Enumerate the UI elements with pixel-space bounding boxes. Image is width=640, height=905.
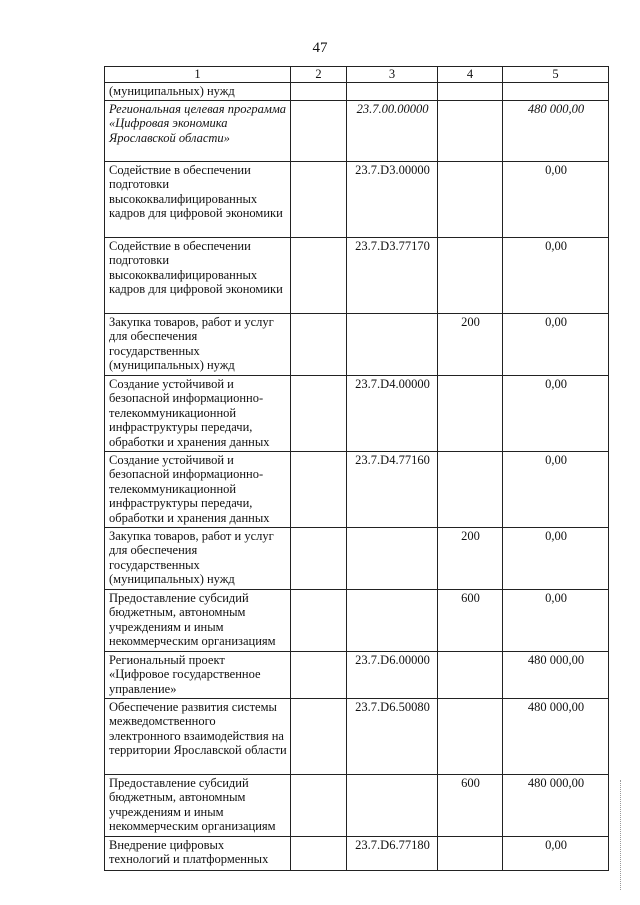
row-amount-cell: 0,00 <box>503 527 609 589</box>
table-row <box>105 527 609 589</box>
row-code-cell <box>347 313 438 375</box>
row-vr-cell <box>438 375 503 451</box>
table-row <box>105 774 609 836</box>
row-vr-cell <box>438 698 503 774</box>
row-col2-cell <box>291 698 347 774</box>
column-header: 5 <box>503 67 609 83</box>
table-row <box>105 589 609 651</box>
table-row <box>105 313 609 375</box>
row-col2-cell <box>291 161 347 237</box>
row-col2-cell <box>291 237 347 313</box>
row-name-cell: Создание устойчивой и безопасной информационно-телекоммуникационной инфраструктуры передачи, обработки и хранения данных <box>105 451 291 527</box>
row-code-cell: 23.7.00.00000 <box>347 100 438 161</box>
page-number: 47 <box>312 40 328 56</box>
table-row <box>105 375 609 451</box>
row-col2-cell <box>291 375 347 451</box>
row-name-cell: Закупка товаров, работ и услуг для обеспечения государственных (муниципальных) нужд <box>105 527 291 589</box>
row-vr-cell <box>438 237 503 313</box>
row-amount-cell: 480 000,00 <box>503 100 609 161</box>
row-amount-cell: 0,00 <box>503 589 609 651</box>
row-name-cell: Региональный проект «Цифровое государственное управление» <box>105 651 291 698</box>
row-code-cell <box>347 527 438 589</box>
row-vr-cell <box>438 836 503 870</box>
row-amount-cell: 0,00 <box>503 237 609 313</box>
row-name-cell: Предоставление субсидий бюджетным, автономным учреждениям и иным некоммерческим организациям <box>105 774 291 836</box>
row-amount-cell: 0,00 <box>503 161 609 237</box>
table-row <box>105 161 609 237</box>
row-col2-cell <box>291 651 347 698</box>
row-code-cell: 23.7.D4.00000 <box>347 375 438 451</box>
row-amount-cell: 480 000,00 <box>503 651 609 698</box>
table-row <box>105 83 609 101</box>
row-code-cell: 23.7.D6.00000 <box>347 651 438 698</box>
row-amount-cell <box>503 83 609 101</box>
row-col2-cell <box>291 527 347 589</box>
row-col2-cell <box>291 313 347 375</box>
row-code-cell: 23.7.D6.77180 <box>347 836 438 870</box>
row-code-cell <box>347 774 438 836</box>
row-name-cell: Региональная целевая программа «Цифровая экономика Ярославской области» <box>105 100 291 161</box>
row-amount-cell: 480 000,00 <box>503 698 609 774</box>
row-vr-cell <box>438 83 503 101</box>
row-code-cell <box>347 83 438 101</box>
table-row <box>105 237 609 313</box>
row-name-cell: Предоставление субсидий бюджетным, автономным учреждениям и иным некоммерческим организациям <box>105 589 291 651</box>
row-code-cell: 23.7.D3.00000 <box>347 161 438 237</box>
row-vr-cell <box>438 100 503 161</box>
scan-edge-mark <box>620 780 629 890</box>
row-amount-cell: 0,00 <box>503 836 609 870</box>
column-header: 1 <box>105 67 291 83</box>
header-row <box>105 67 609 83</box>
row-name-cell: Содействие в обеспечении подготовки высококвалифицированных кадров для цифровой экономики <box>105 237 291 313</box>
row-name-cell: Внедрение цифровых технологий и платформенных <box>105 836 291 870</box>
column-header: 2 <box>291 67 347 83</box>
row-amount-cell: 0,00 <box>503 451 609 527</box>
row-vr-cell: 600 <box>438 589 503 651</box>
row-code-cell: 23.7.D3.77170 <box>347 237 438 313</box>
row-amount-cell: 0,00 <box>503 375 609 451</box>
row-vr-cell: 600 <box>438 774 503 836</box>
row-col2-cell <box>291 836 347 870</box>
row-vr-cell <box>438 451 503 527</box>
row-name-cell: Закупка товаров, работ и услуг для обеспечения государственных (муниципальных) нужд <box>105 313 291 375</box>
table-row <box>105 836 609 870</box>
row-col2-cell <box>291 589 347 651</box>
row-name-cell: Содействие в обеспечении подготовки высококвалифицированных кадров для цифровой экономики <box>105 161 291 237</box>
row-vr-cell <box>438 161 503 237</box>
row-vr-cell <box>438 651 503 698</box>
row-code-cell: 23.7.D4.77160 <box>347 451 438 527</box>
row-amount-cell: 0,00 <box>503 313 609 375</box>
table-row <box>105 698 609 774</box>
column-header: 3 <box>347 67 438 83</box>
row-vr-cell: 200 <box>438 527 503 589</box>
row-vr-cell: 200 <box>438 313 503 375</box>
row-code-cell <box>347 589 438 651</box>
row-name-cell: (муниципальных) нужд <box>105 83 291 101</box>
row-col2-cell <box>291 774 347 836</box>
column-header: 4 <box>438 67 503 83</box>
row-col2-cell <box>291 451 347 527</box>
row-col2-cell <box>291 83 347 101</box>
row-name-cell: Обеспечение развития системы межведомственного электронного взаимодействия на территории Ярославской области <box>105 698 291 774</box>
row-name-cell: Создание устойчивой и безопасной информационно-телекоммуникационной инфраструктуры передачи, обработки и хранения данных <box>105 375 291 451</box>
row-col2-cell <box>291 100 347 161</box>
table-row <box>105 451 609 527</box>
table-row <box>105 651 609 698</box>
row-code-cell: 23.7.D6.50080 <box>347 698 438 774</box>
budget-table <box>104 66 609 871</box>
row-amount-cell: 480 000,00 <box>503 774 609 836</box>
table-row <box>105 100 609 161</box>
